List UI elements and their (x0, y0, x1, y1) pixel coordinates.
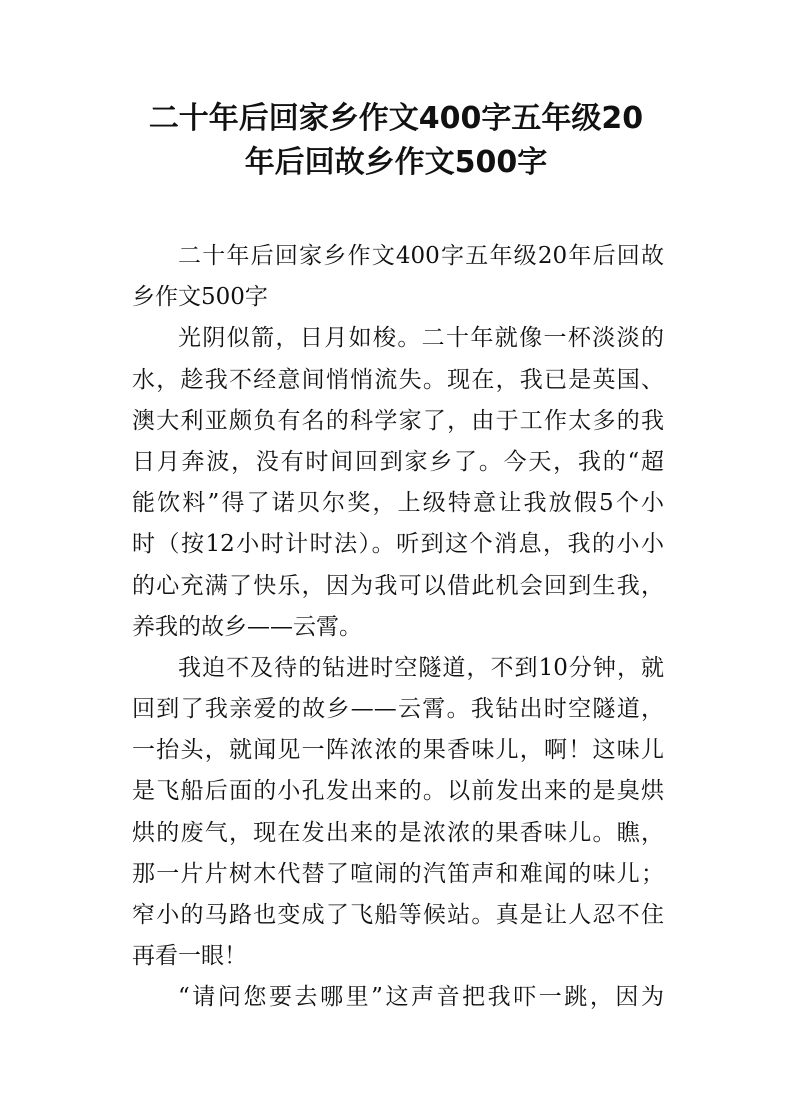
title-line-2: 年后回故乡作文500字 (244, 145, 548, 180)
paragraph-2-line-4: 日月奔波，没有时间回到家乡了。今天，我的“超 (132, 448, 664, 475)
paragraph-3-line-8: 再看一眼！ (132, 943, 247, 970)
paragraph-2-line-3: 澳大利亚颇负有名的科学家了，由于工作太多的我 (132, 407, 664, 434)
paragraph-3-line-3: 一抬头，就闻见一阵浓浓的果香味儿，啊！这味儿 (132, 737, 664, 764)
document-title (100, 97, 692, 185)
paragraph-2-line-7: 的心充满了快乐，因为我可以借此机会回到生我， (132, 572, 664, 599)
document-body (132, 236, 664, 1019)
paragraph-2-line-8: 养我的故乡——云霄。 (132, 613, 362, 640)
paragraph-4-line-1: “请问您要去哪里”这声音把我吓一跳，因为 (178, 984, 664, 1011)
paragraph-2-line-6: 时（按12小时计时法）。听到这个消息，我的小小 (132, 531, 664, 558)
paragraph-2-line-5: 能饮料”得了诺贝尔奖，上级特意让我放假5个小 (132, 490, 664, 517)
title-line-1: 二十年后回家乡作文400字五年级20 (148, 101, 644, 136)
paragraph-3-line-2: 回到了我亲爱的故乡——云霄。我钻出时空隧道， (132, 696, 664, 723)
paragraph-3-line-4: 是飞船后面的小孔发出来的。以前发出来的是臭烘 (132, 778, 664, 805)
paragraph-3-line-7: 窄小的马路也变成了飞船等候站。真是让人忍不住 (132, 902, 664, 928)
paragraph-1-line-1: 二十年后回家乡作文400字五年级20年后回故 (178, 243, 664, 269)
paragraph-3-line-5: 烘的废气，现在发出来的是浓浓的果香味儿。瞧， (132, 819, 664, 846)
paragraph-1-line-2: 乡作文500字 (132, 284, 268, 311)
paragraph-2-line-1: 光阴似箭，日月如梭。二十年就像一杯淡淡的 (178, 325, 664, 352)
paragraph-2-line-2: 水，趁我不经意间悄悄流失。现在，我已是英国、 (132, 366, 664, 393)
paragraph-3-line-6: 那一片片树木代替了喧闹的汽笛声和难闻的味儿； (132, 860, 664, 887)
paragraph-3-line-1: 我迫不及待的钻进时空隧道，不到10分钟，就 (178, 654, 664, 681)
